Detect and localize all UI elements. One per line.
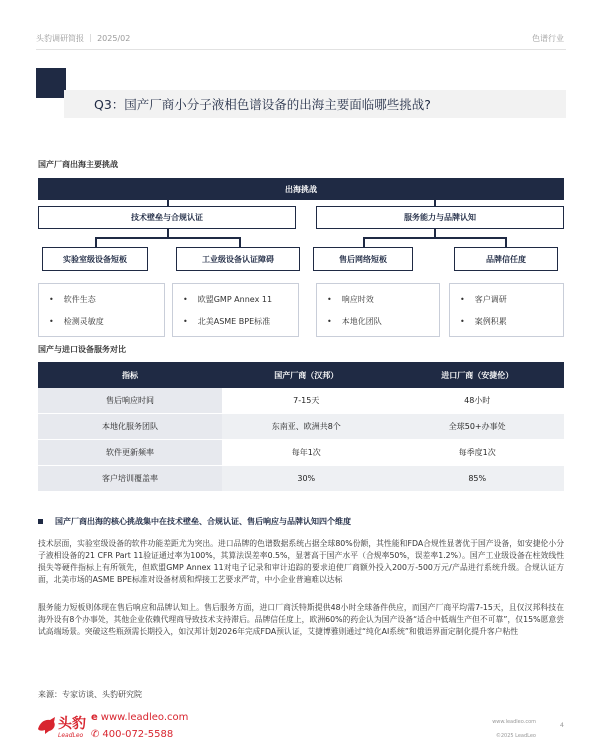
- table-cell: 售后响应时间: [38, 388, 222, 414]
- sub-brand-trust: 品牌信任度: [454, 247, 558, 271]
- key-point-text: 国产厂商出海的核心挑战集中在技术壁垒、合规认证、售后响应与品牌认知四个维度: [55, 517, 351, 526]
- key-point: [38, 516, 351, 527]
- header-divider: [36, 49, 566, 50]
- footer-right-site: www.leadleo.com: [492, 719, 536, 725]
- connector: [95, 237, 97, 247]
- list-item: • 软件生态: [49, 294, 96, 305]
- table-row: [38, 440, 564, 466]
- table-header-cell: 国产厂商（汉邦）: [222, 362, 390, 388]
- table-row: [38, 466, 564, 492]
- table-cell: 全球50+办事处: [390, 414, 564, 440]
- list-item: • 本地化团队: [327, 316, 382, 327]
- list-lab-equipment: [38, 283, 165, 337]
- table-cell: 30%: [222, 466, 390, 492]
- list-item: • 响应时效: [327, 294, 374, 305]
- footer-website-text: www.leadleo.com: [100, 712, 189, 723]
- footer-copyright: ©2025 LeadLeo: [495, 733, 536, 739]
- list-item: • 北美ASME BPE标准: [183, 316, 270, 327]
- list-item: • 欧盟GMP Annex 11: [183, 294, 272, 305]
- sub-aftersales-network: 售后网络短板: [313, 247, 413, 271]
- table-header-row: [38, 362, 564, 388]
- table-cell: 东南亚、欧洲共8个: [222, 414, 390, 440]
- sub-lab-equipment: 实验室级设备短板: [42, 247, 148, 271]
- comparison-table: [38, 362, 564, 492]
- question-accent-square: [36, 68, 66, 98]
- tree-root: 出海挑战: [38, 178, 564, 200]
- list-item: • 客户调研: [460, 294, 507, 305]
- table-cell: 每年1次: [222, 440, 390, 466]
- footer-phone: [91, 729, 173, 740]
- table-cell: 每季度1次: [390, 440, 564, 466]
- report-header-industry: 色谱行业: [532, 34, 564, 43]
- table-row: [38, 388, 564, 414]
- connector: [95, 237, 240, 239]
- footer-website[interactable]: [91, 712, 188, 723]
- branch-tech-compliance: 技术壁垒与合规认证: [38, 206, 296, 229]
- list-item: • 检测灵敏度: [49, 316, 104, 327]
- report-header-title: 头豹调研简报 ｜ 2025/02: [36, 34, 131, 43]
- table-row: [38, 414, 564, 440]
- connector: [363, 237, 506, 239]
- leopard-logo-icon: [36, 714, 58, 736]
- question-title: Q3：国产厂商小分子液相色谱设备的出海主要面临哪些挑战?: [94, 97, 431, 112]
- connector: [434, 229, 436, 237]
- bullet-square-icon: [38, 519, 43, 524]
- table-cell: 客户培训覆盖率: [38, 466, 222, 492]
- list-item: • 案例积累: [460, 316, 507, 327]
- connector: [167, 229, 169, 237]
- footer-phone-text: 400-072-5588: [102, 729, 174, 740]
- section-title-comparison: 国产与进口设备服务对比: [38, 345, 126, 354]
- list-aftersales-network: [316, 283, 440, 337]
- table-header-cell: 指标: [38, 362, 222, 388]
- logo-subtext: LeadLeo: [58, 732, 84, 739]
- body-paragraph-2: 服务能力短板则体现在售后响应和品牌认知上。售后服务方面，进口厂商沃特斯提供48小时全球备件供应，而国产厂商平均需7-15天，且仅汉邦科技在海外设有8个办事处，其他企业依赖代理商导致技术支持滞后。品牌信任度上，欧洲60%的药企认为国产设备“适合中低端生产但不可靠”，仅15%愿意尝试高端场景。突破这些瓶颈需长期投入，如汉邦计划2026年完成FDA预认证，艾捷博雅则通过“纯化AI系统”和俄语界面定制化提升客户粘性: [38, 603, 564, 636]
- connector: [363, 237, 365, 247]
- list-industrial-certification: [172, 283, 299, 337]
- logo-text: 头豹: [58, 716, 86, 732]
- table-cell: 本地化服务团队: [38, 414, 222, 440]
- web-icon: e: [91, 712, 98, 723]
- connector: [239, 237, 241, 247]
- branch-service-brand: 服务能力与品牌认知: [316, 206, 564, 229]
- table-header-cell: 进口厂商（安捷伦）: [390, 362, 564, 388]
- table-cell: 软件更新频率: [38, 440, 222, 466]
- table-cell: 85%: [390, 466, 564, 492]
- section-title-challenges: 国产厂商出海主要挑战: [38, 160, 118, 169]
- table-cell: 48小时: [390, 388, 564, 414]
- sub-industrial-certification: 工业级设备认证障碍: [176, 247, 300, 271]
- connector: [505, 237, 507, 247]
- table-cell: 7-15天: [222, 388, 390, 414]
- list-brand-trust: [449, 283, 564, 337]
- phone-icon: ✆: [91, 729, 100, 740]
- body-paragraph-1: 技术层面，实验室级设备的软件功能差距尤为突出。进口品牌的色谱数据系统占据全球80%份额，其性能和FDA合规性显著优于国产设备，如安捷伦小分子液相设备的21 CFR Part 11验证通过率为100%，其算法误差率0.5%，显著高于国产水平（合规率50%，误差率1.2%）。国产工业级设备在柱效线性损失等硬件指标上有所领先，但欧盟GMP Annex 11对电子记录和审计追踪的要求迫使厂商额外投入200万-500万元/产品进行系统升级。合规认证方面，北美市场的ASME BPE标准对设备材质和焊接工艺要求严苛，中小企业普遍难以达标: [38, 539, 564, 584]
- page-number: 4: [559, 721, 564, 729]
- source-note: 来源：专家访谈、头豹研究院: [38, 690, 142, 699]
- question-banner: [36, 68, 566, 124]
